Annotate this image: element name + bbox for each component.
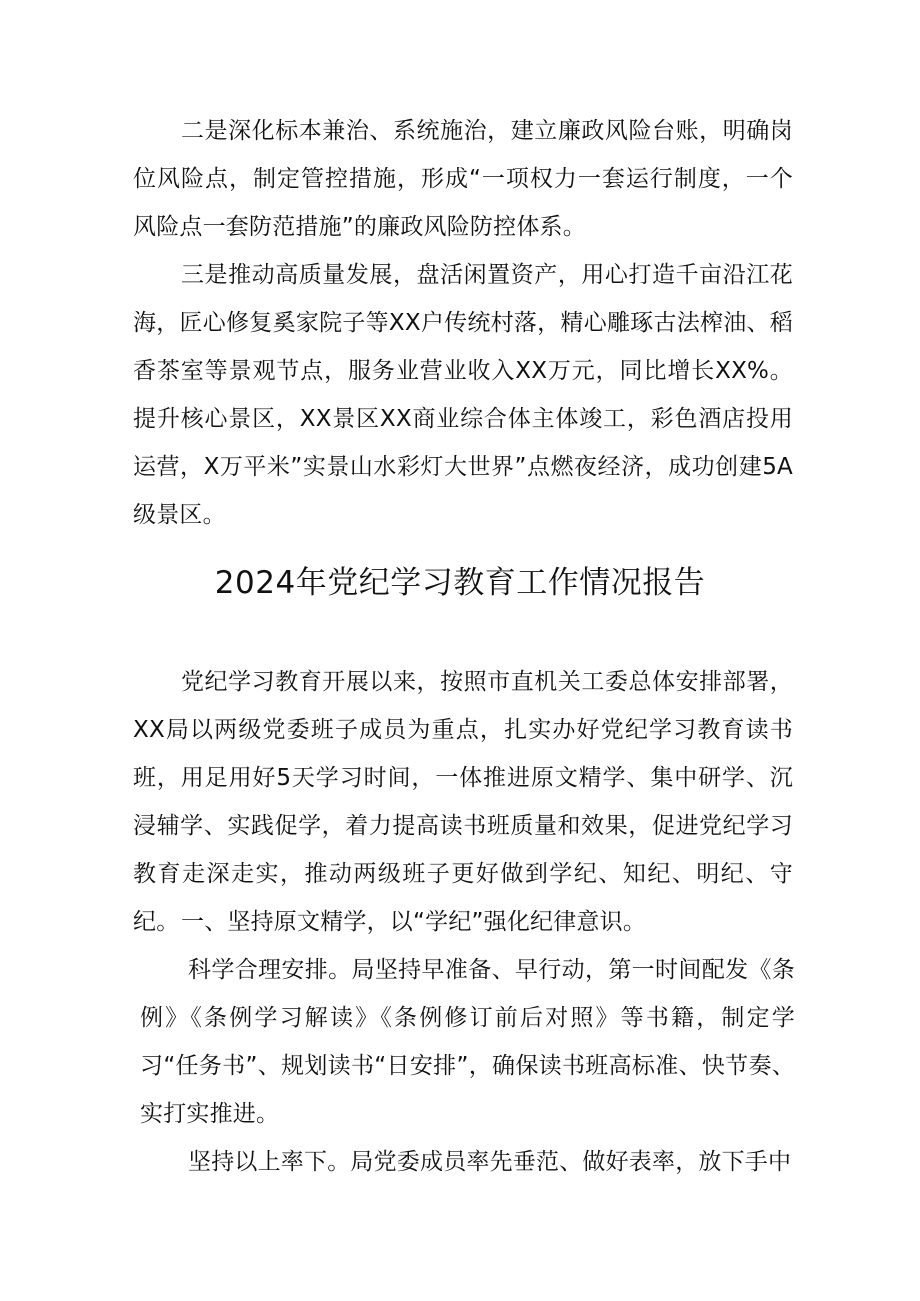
section-heading-1: 一、坚持原文精学，以“学纪”强化纪律意识。 <box>181 909 647 935</box>
paragraph-introduction: 党纪学习教育开展以来，按照市直机关工委总体安排部署，XX局以两级党委班子成员为重点，扎实办好党纪学习教育读书班，用足用好5天学习时间，一体推进原文精学、集中研学、沉浸辅学、实践促学，着力提高读书班质量和效果，促进党纪学习教育走深走实，推动两级班子更好做到学纪、知纪、明纪、守纪。 <box>133 669 793 935</box>
paragraph-high-quality-development: 三是推动高质量发展，盘活闲置资产，用心打造千亩沿江花海，匠心修复奚家院子等XX户传统村落，精心雕琢古法榨油、稻香茶室等景观节点，服务业营业收入XX万元，同比增长XX%。提升核心景区，XX景区XX商业综合体主体竣工，彩色酒店投用运营，X万平米”实景山水彩灯大世界”点燃夜经济，成功创建5A级景区。 <box>133 262 793 528</box>
paragraph-lead-by-example: 坚持以上率下。局党委成员率先垂范、做好表率，放下手中 <box>188 1149 792 1175</box>
paragraph-risk-control: 二是深化标本兼治、系统施治，建立廉政风险台账，明确岗位风险点，制定管控措施，形成“一项权力一套运行制度，一个风险点一套防范措施”的廉政风险防控体系。 <box>133 118 793 240</box>
paragraph-arrangement: 科学合理安排。局坚持早准备、早行动，第一时间配发《条例》《条例学习解读》《条例修订前后对照》等书籍，制定学习“任务书”、规划读书“日安排”，确保读书班高标准、快节奏、实打实推进。 <box>140 957 795 1127</box>
report-title: 2024年党纪学习教育工作情况报告 <box>214 565 706 601</box>
